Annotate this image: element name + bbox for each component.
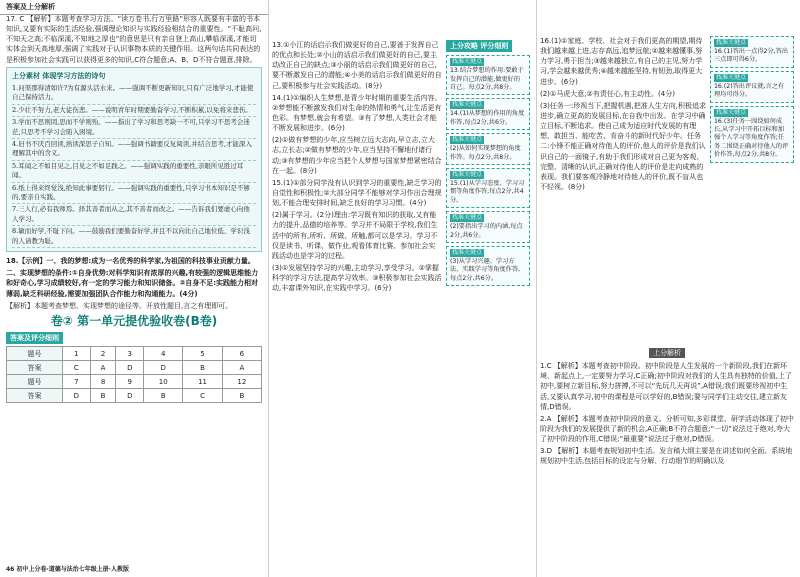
answer-13: 13.①小江的话启示我们做更好的自己,要善于发挥自己的优点和长处;②小山的话启示我们做更好的自己,要主动改正自己的缺点;③小丽的话启示我们做更好的自己,要不断激发自己的潜能;④小美的话启示我们做更好的自己,要积极参与社会实践活动。(8分) — [272, 41, 442, 90]
answer-table-cell: 1 — [63, 347, 91, 361]
answer-18-conditions: 二、实现梦想的条件:①自身优势:对科学知识有浓厚的兴趣,有较强的逻辑思维能力和好奇心,学习成绩较好,有一定的学习能力和知识储备。②自身不足:实践能力相对薄弱,缺乏科研经验,需要加强团队合作能力和沟通能力。(4分) — [6, 269, 259, 298]
scoring-note — [446, 55, 530, 95]
scoring-note — [446, 246, 530, 286]
answer-table-cell: 11 — [183, 375, 222, 389]
answer-table-cell: 3 — [116, 347, 144, 361]
answer-table-cell: C — [63, 361, 91, 375]
note-text: 15.(1)从学习态度、学习习惯等角度作答,每点2分,共4分。 — [450, 180, 525, 204]
middle-main — [272, 40, 442, 295]
note-tag: 找准关键点 — [716, 73, 747, 81]
answer-14-2: (2)①做有梦想的少年,应当树立远大志向,早立志,立大志,立长志;②做有梦想的少年,应当坚持不懈地付诸行动;③有梦想的少年应当把个人梦想与国家梦想紧密结合在一起。(8分) — [272, 136, 442, 175]
right-main — [540, 36, 706, 194]
answer-table-cell: D — [116, 361, 144, 375]
note-tag: 找准关键点 — [452, 170, 483, 178]
answer-table-cell: D — [144, 361, 183, 375]
analysis-3: 3.D 【解析】本题考查规划初中生活。发言稿大纲主要是在讲述如何全面、系统地规划初中生活,包括目标的设定与分解、行动细节的明确以及 — [540, 447, 793, 466]
answer-table-cell: B — [222, 389, 261, 403]
poem-line: 3.学而不思则罔,思而不学则殆。——指出了学习和思考缺一不可,只学习不思考会迷茫,只思考不学习会陷入困境。 — [12, 117, 256, 139]
answer-18-analysis: 【解析】本题考查梦想、实现梦想的途径等。开放性题目,言之有理即可。 — [6, 301, 233, 310]
answer-table-cell: 8 — [90, 375, 116, 389]
answer-16-2: (2)①马虎大意;②有责任心,有主动性。(4分) — [540, 89, 675, 98]
strategy-label: 上分攻略 评分细则 — [446, 40, 512, 52]
answer-table-title: 答案及评分细则 — [6, 332, 63, 344]
answer-table-cell: 6 — [222, 347, 261, 361]
answer-table-cell: 10 — [144, 375, 183, 389]
scoring-note — [710, 36, 794, 68]
scoring-note — [446, 211, 530, 243]
answer-table-cell: C — [183, 389, 222, 403]
poem-line: 1.问渠那得清如许?为有源头活水来。——强调不断更新知识,只有广泛地学习,才能使自己保持活力。 — [12, 83, 256, 105]
answer-table-row — [7, 389, 262, 403]
note-tag: 找准关键点 — [452, 101, 483, 109]
page-footer: 46 初中上分卷·道德与法治七年级上册·人教版 — [6, 566, 129, 574]
answer-table-cell: 9 — [116, 375, 144, 389]
middle-side — [446, 40, 530, 289]
poem-line: 4.旧书不厌百回读,熟读深思子自知。——强调书籍要反复阅读,并结合思考,才能深入理解其中的含义。 — [12, 139, 256, 161]
poem-box — [6, 67, 262, 252]
note-text: 16.(3)任务一围绕如何成长,从学习中开拓目标和加强个人学习等角度作答;任务二围绕正确对待他人的评价作答,每点2分,共8分。 — [714, 117, 789, 159]
analysis-1: 1.C 【解析】本题考查初中阶段。初中阶段是人生发展的一个新阶段,我们在新环境、新起点上,一定要努力学习,C正确;初中阶段对我们的人生具有独特的价值,上了初中,要树立新目标,努力拼搏,不可以“先玩几天再说”,A错误;我们既要珍视初中生活,又要认真学习,初中的课程是可以学好的,B错误;要与同学们主动交往,建立新友情,D错误。 — [540, 362, 792, 411]
answer-16-1: 16.(1)①家庭、学校、社会对于我们更高的期望,期待我们越来越上进,志存高远,追梦远航;②越来越懂事,努力学习,勇于担当;③越来越独立,有自己的主见,努力学习,学会越来越优秀;④越来越能坚持,有韧劲,取得更大进步。(6分) — [540, 37, 703, 86]
analysis-2: 2.A 【解析】本题考查初中阶段的意义。分析可知,多彩课堂、研学活动体现了初中阶段为我们的发展提供了新的机会,A正确;B不符合题意;“一切”说法过于绝对,夸大了初中阶段的作用,C错误;“最重要”说法过于绝对,D错误。 — [540, 414, 794, 444]
answer-17: 17. C 【解析】本题考查学习方法。“读万卷书,行万里路”形容人既要有丰富的书本知识,又要有实际的生活经验,强调理论知识与实践经验相结合的重要性。“不耻高问,不知天之高;不临深溪,不知地之厚也”的意思是只有亲自登上高山,攀临深溪,才能切实体会到天高地厚,强调了实践对于认识事物本质的关键作用。这两句话共同表达的是积极参加社会实践可以获得更多的知识,C符合题意;A、B、D不符合题意,排除。 — [6, 15, 262, 64]
scoring-note — [446, 98, 530, 130]
answer-table-label: 题号 — [7, 347, 63, 361]
answer-table-cell: B — [90, 389, 116, 403]
poem-line: 7.三人行,必有我师焉。择其善者而从之,其不善者而改之。——告诉我们要虚心向他人学习。 — [12, 204, 256, 226]
answer-table-row — [7, 347, 262, 361]
analysis-section — [540, 348, 794, 469]
note-text: 16.(2)答出评议就,言之有理均可得分。 — [714, 82, 785, 99]
note-tag: 找准关键点 — [452, 58, 483, 66]
poem-box-title: 上分素材 体现学习方法的诗句 — [12, 71, 106, 80]
answer-table-row — [7, 375, 262, 389]
scoring-note — [446, 168, 530, 208]
answer-16-3: (3)任务一:珍视当下,把握机遇,把准人生方向,积极追求进步,确立更高的发展目标,在自我中出发。在学习中确立目标,不断追求。使自己成为适应时代发展的有理想、敢担当、能吃苦、肯奋斗的新时代好少年。任务二:小锋不能正确对待他人的评价,他人的评价是我们认识自己的一面镜子,有助于我们形成对自己更为客观、完整、清晰的认识,正确对待他人的评价是走向成熟的表现。我们要客观冷静地对待他人的评价,既不盲从也不轻视。(8分) — [540, 101, 706, 191]
right-column — [536, 0, 800, 577]
analysis-title: 上分解析 — [649, 348, 685, 358]
page-header: 答案及上分解析 — [0, 0, 268, 15]
note-tag: 找准关键点 — [716, 39, 747, 46]
answer-15-2: (2)属于学习。(2分)理由:学习既有知识的获取,又有能力的提升,品德的培养等。学习并不局限于学校,我们生活中的所有,所听、所做、所触,都可以是学习。学习不仅是读书、听课、做作业,观看体育比赛、参加社会实践活动也是学习的过程。 — [272, 211, 438, 260]
middle-column — [268, 0, 536, 577]
answer-15-1: 15.(1)①部分同学没有认识到学习的重要性,缺乏学习的自觉性和积极性;②大部分同学不能够对学习作出合理规划,不能合理安排时间,缺乏良好的学习习惯。(4分) — [272, 178, 442, 208]
left-content — [6, 14, 262, 403]
poem-line: 8.敏而好学,不耻下问。——鼓励我们要勤奋好学,并且不以向比自己地位低、学识浅的人请教为耻。 — [12, 226, 256, 248]
poem-line: 6.纸上得来终觉浅,绝知此事要躬行。——强调实践的重要性,只学习书本知识是不够的,要亲自实践。 — [12, 183, 256, 205]
answer-table-cell: B — [144, 389, 183, 403]
answer-15-3: (3)①发展坚持学习的兴趣,主动学习,享受学习。②掌握科学的学习方法,提高学习效率。③积极参加社会实践活动,丰富课外知识,在实践中学习。(6分) — [272, 263, 442, 293]
note-tag: 找准关键点 — [452, 248, 483, 256]
right-side — [710, 36, 794, 166]
note-tag: 找准关键点 — [716, 108, 747, 116]
answer-table-cell: 4 — [144, 347, 183, 361]
answer-table-cell: A — [222, 361, 261, 375]
answer-table — [6, 346, 262, 403]
answer-table-label: 答案 — [7, 389, 63, 403]
note-text: 16.(1)答出一点得2分,答出三点即可得6分。 — [714, 48, 789, 64]
poem-line: 2.少壮不努力,老大徒伤悲。——说明青年时期要勤奋学习,不断积累,以免将来悲伤。 — [12, 105, 256, 117]
answer-18-dream: 18.【示例】一、我的梦想:成为一名优秀的科学家,为祖国的科技事业贡献力量。 — [6, 257, 255, 266]
note-text: 13.结合梦想的作用:要敢于发挥自己的潜能,做更好的自己。每点2分,共8分。 — [450, 67, 524, 91]
note-text: (3)从学习兴趣、学习方法、实践学习等角度作答,每点2分,共6分。 — [450, 258, 521, 282]
answer-table-cell: 7 — [63, 375, 91, 389]
answer-table-cell: D — [63, 389, 91, 403]
note-tag: 找准关键点 — [452, 214, 483, 222]
answer-table-cell: 5 — [183, 347, 222, 361]
scoring-note — [710, 71, 794, 103]
answer-14-1: 14.(1)①编织人生梦想,是青少年时期的重要生活内容。②梦想能不断激发我们对生命的热情和勇气,让生活更有色彩。有梦想,就会有希望。③有了梦想,人类社会才能不断发展和进步。(6分) — [272, 93, 442, 133]
note-text: (2)从如何实现梦想的角度作答。每点2分,共8分。 — [450, 145, 521, 161]
exam-title: 卷② 第一单元提优验收卷(B卷) — [50, 313, 218, 328]
answer-table-cell: B — [183, 361, 222, 375]
answer-table-label: 答案 — [7, 361, 63, 375]
scoring-note — [710, 106, 794, 163]
answer-table-cell: A — [90, 361, 116, 375]
note-text: (2)要指出学习的内涵,每点2分,共6分。 — [450, 223, 523, 239]
scoring-note — [446, 133, 530, 165]
left-column — [0, 0, 268, 577]
answer-table-row — [7, 361, 262, 375]
answer-table-cell: 2 — [90, 347, 116, 361]
poem-line: 5.耳闻之不如目见之,目见之不如足践之。——强调实践的重要性,亲眼所见胜过耳闻。 — [12, 161, 256, 183]
answer-table-cell: D — [116, 389, 144, 403]
note-text: 14.(1)从梦想的作用的角度作答,每点2分,共6分。 — [450, 110, 525, 126]
answer-table-cell: 12 — [222, 375, 261, 389]
note-tag: 找准关键点 — [452, 136, 483, 144]
answer-table-label: 题号 — [7, 375, 63, 389]
